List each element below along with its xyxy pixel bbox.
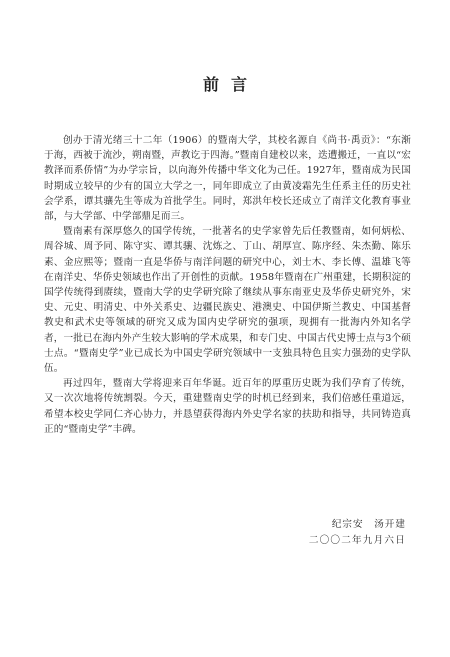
preface-body — [44, 133, 411, 437]
paragraph-2: 暨南素有深厚悠久的国学传统，一批著名的史学家曾先后任教暨南，如何炳松、周谷城、周予同、陈守实、谭其骧、沈炼之、丁山、胡厚宣、陈序经、朱杰勤、陈乐素、金应熙等；暨南一直是华侨与南洋问题的研究中心，刘士木、李长傅、温雄飞等在南洋史、华侨史领域也作出了开创性的贡献。1958年暨南在广州重建，长期积淀的国学传统得到赓续，暨南大学的史学研究除了继续从事东南亚史及华侨史研究外，宋史、元史、明清史、中外关系史、边疆民族史、港澳史、中国伊斯兰教史、中国基督教史和武术史等领域的研究又成为国内史学研究的强项，现拥有一批海内外知名学者，一批已在海内外产生较大影响的学术成果，和专门史、中国古代史博士点与3个硕士点。“暨南史学”业已成长为中国史学研究领域中一支独具特色且实力强劲的史学队伍。 — [44, 226, 411, 375]
signature-date: 二〇〇二年九月六日 — [308, 534, 406, 546]
page-title: 前言 — [202, 75, 259, 94]
paragraph-3: 再过四年，暨南大学将迎来百年华诞。近百年的厚重历史既为我们孕育了传统，又一次次地将传统割裂。今天，重建暨南史学的时机已经到来，我们倍感任重道远，希望本校史学同仁齐心协力，并恳望获得海内外史学名家的扶助和指导，共同铸造真正的“暨南史学”丰碑。 — [44, 378, 411, 435]
author-names: 纪宗安 汤开建 — [331, 519, 406, 530]
paragraph-1: 创办于清光绪三十二年（1906）的暨南大学，其校名源自《尚书·禹贡》：“东渐于海，西被于流沙，朔南暨，声教讫于四海。”暨南自建校以来，迭遭搬迁，一直以“宏教泽而系侨情”为办学宗旨，以向海外传播中华文化为己任。1927年，暨南成为民国时期成立较早的少有的国立大学之一，同年即成立了由黄凌霜先生任系主任的历史社会学系，谭其骧先生等成为首批学生。同时，郑洪年校长还成立了南洋文化教育事业部，与大学部、中学部鼎足而三。 — [44, 135, 411, 223]
signature-block — [309, 517, 406, 548]
